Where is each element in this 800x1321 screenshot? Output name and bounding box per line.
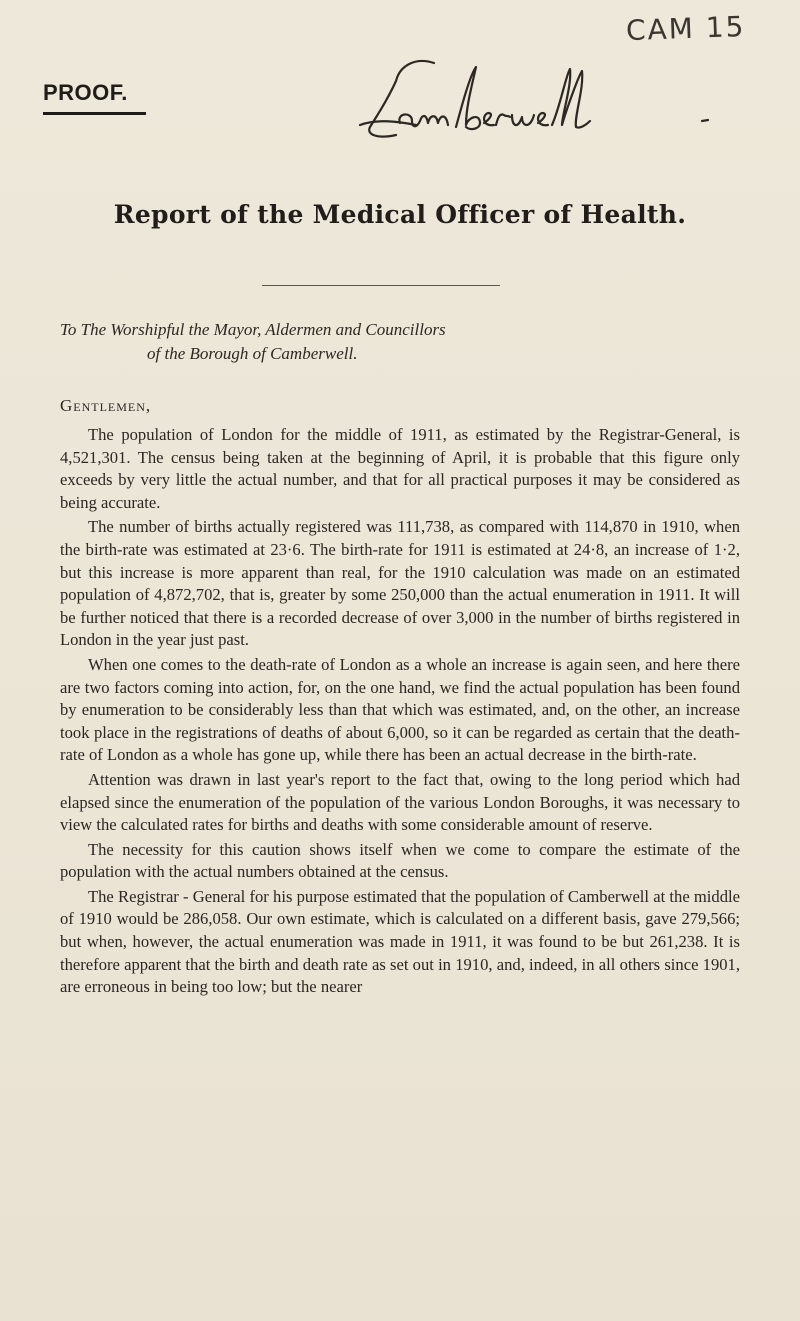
report-title: Report of the Medical Officer of Health. <box>113 200 687 229</box>
proof-underline <box>43 112 146 115</box>
proof-label: PROOF. <box>43 80 128 105</box>
paragraph-caution: The necessity for this caution shows itself when we come to compare the estimate of the population with the actual numbers obtained at the census. <box>60 839 740 882</box>
handwritten-signature <box>356 55 716 145</box>
report-body <box>60 424 740 999</box>
paragraph-death-rate: When one comes to the death-rate of London as a whole an increase is again seen, and here there are two factors coming into action, for, on the one hand, we find the actual population has been found by enumeration to be considerably less than that which was estimated, and, on the other, an increase took place in the registrations of deaths of about 6,000, so it can be regarded as certain that the death-rate of London as a whole has gone up, while there has been an actual decrease in the birth-rate. <box>60 654 740 765</box>
paragraph-population: The population of London for the middle of 1911, as estimated by the Registrar-General, is 4,521,301. The census being taken at the beginning of April, it is probable that this figure only exceeds by very little the actual number, and that for all practical purposes it may be considered as being accurate. <box>60 425 740 512</box>
title-divider <box>262 285 500 286</box>
paragraph-reserve: Attention was drawn in last year's report to the fact that, owing to the long period which had elapsed since the enumeration of the population of the various London Boroughs, it was necessary to view the calculated rates for births and deaths with some considerable amount of reserve. <box>60 769 740 835</box>
address-line-2: of the Borough of Camberwell. <box>147 344 358 363</box>
address-line-1: To The Worshipful the Mayor, Aldermen and Councillors <box>60 320 446 339</box>
salutation: Gentlemen, <box>60 396 152 415</box>
handwritten-reference: CAM 15 <box>625 9 746 48</box>
paragraph-births: The number of births actually registered was 111,738, as compared with 114,870 in 1910, when the birth-rate was estimated at 23·6. The birth-rate for 1911 is estimated at 24·8, an increase of 1·2, but this increase is more apparent than real, for the 1910 calculation was made on an estimated population of 4,872,702, that is, greater by some 250,000 than the actual enumeration in 1911. It will be further noticed that there is a recorded decrease of over 3,000 in the number of births registered in London in the year just past. <box>60 517 740 650</box>
paragraph-camberwell-estimate: The Registrar - General for his purpose estimated that the population of Camberwell at the middle of 1910 would be 286,058. Our own estimate, which is calculated on a different basis, gave 279,566; but when, however, the actual enumeration was made in 1911, it was found to be but 261,238. It is therefore apparent that the birth and death rate as set out in 1910, and, indeed, in all others since 1901, are erroneous in being too low; but the nearer <box>60 886 740 997</box>
